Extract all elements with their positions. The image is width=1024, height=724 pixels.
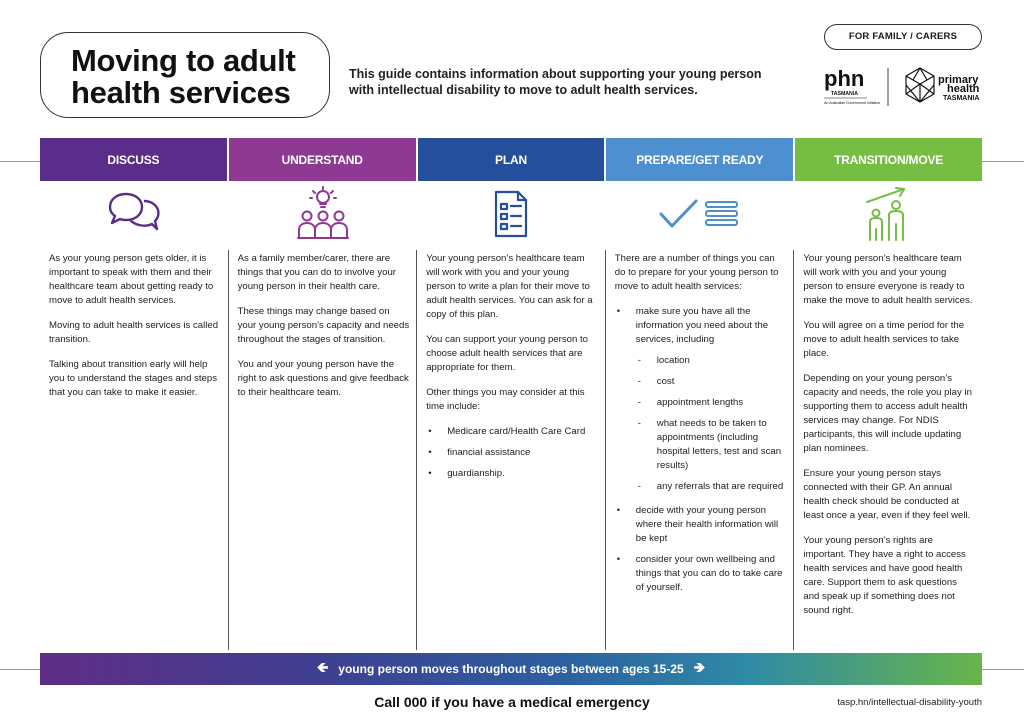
column-understand xyxy=(228,250,417,650)
column-discuss xyxy=(40,250,228,650)
speech-bubbles-icon xyxy=(108,190,160,238)
age-range-text: young person moves throughout stages between ages 15-25 xyxy=(338,662,684,676)
bottom-rule-left xyxy=(0,669,40,670)
prepare-paragraph: There are a number of things you can do to prepare for your young person to move to adult health services: xyxy=(614,253,779,292)
transition-paragraph: Your young person’s healthcare team will work with you and your young person to ensure everyone is ready to make the move to adult health services. xyxy=(803,253,973,306)
list-item: • guardianship. xyxy=(426,467,598,481)
icon-cell-discuss xyxy=(40,183,228,245)
understand-paragraph: These things may change based on your young person’s capacity and needs throughout the stages of transition. xyxy=(237,306,410,345)
arrow-left-icon: 🡸 xyxy=(316,659,329,675)
stage-header-row xyxy=(40,138,982,181)
plan-paragraph: Your young person’s healthcare team will work with you and your young person to write a plan for their move to adult health services. You can ask for a copy of this plan. xyxy=(426,253,593,320)
title-line-2: health services xyxy=(71,75,291,110)
prepare-bullet-list xyxy=(615,305,787,347)
transition-paragraph: Depending on your young person’s capacity and needs, the role you play in supporting them to access adult health services may change. For NDIS participants, this will include updating plan nominees. xyxy=(803,373,972,454)
phn-tasmania-logo xyxy=(820,62,990,112)
stage-discuss: DISCUSS xyxy=(40,138,227,181)
prepare-sub-list xyxy=(615,354,787,494)
transition-paragraph: Ensure your young person stays connected with their GP. An annual health check should be conducted at least once a year, even if they feel well. xyxy=(803,468,971,521)
checkmark-list-icon xyxy=(658,197,740,231)
column-prepare xyxy=(605,250,794,650)
checklist-document-icon xyxy=(491,189,531,239)
list-item: • financial assistance xyxy=(426,446,598,460)
icon-cell-prepare xyxy=(605,183,793,245)
list-item: - what needs to be taken to appointments (including hospital letters, test and scan results) xyxy=(615,417,787,473)
list-item: - cost xyxy=(615,375,787,389)
emergency-notice: Call 000 if you have a medical emergency xyxy=(374,694,650,710)
column-transition xyxy=(793,250,982,650)
icon-cell-understand xyxy=(228,183,416,245)
logo-phn-sub: TASMANIA xyxy=(831,91,858,97)
discuss-paragraph: Moving to adult health services is called transition. xyxy=(49,320,219,345)
stage-prepare: PREPARE/GET READY xyxy=(606,138,793,181)
content-columns xyxy=(40,250,982,650)
stage-understand: UNDERSTAND xyxy=(229,138,416,181)
list-item: - any referrals that are required xyxy=(615,480,787,494)
plan-bullet-list xyxy=(426,425,598,481)
top-rule-left xyxy=(0,161,40,162)
top-rule-right xyxy=(982,161,1024,162)
plan-paragraph: You can support your young person to choose adult health services that are appropriate for them. xyxy=(426,334,588,373)
title-line-1: Moving to adult xyxy=(71,43,296,78)
understand-paragraph: As a family member/carer, there are things that you can do to involve your young person in their health care. xyxy=(237,253,396,292)
intro-text: This guide contains information about supporting your young person with intellectual disability to move to adult health services. xyxy=(349,67,762,97)
people-growth-arrow-icon xyxy=(862,186,914,242)
list-item: • Medicare card/Health Care Card xyxy=(426,425,598,439)
icon-cell-transition xyxy=(794,183,982,245)
logo-pht-line1: primary xyxy=(938,74,979,86)
discuss-paragraph: As your young person gets older, it is important to speak with them and their healthcare team about getting ready to move to adult health services. xyxy=(49,253,214,306)
logo-pht-line3: TASMANIA xyxy=(943,95,980,102)
prepare-bullet-text: make sure you have all the information you need about the services, including xyxy=(635,306,769,345)
discuss-paragraph: Talking about transition early will help you to understand the stages and steps that you can take to make it easier. xyxy=(49,359,218,398)
bottom-rule-right xyxy=(982,669,1024,670)
list-item xyxy=(615,305,787,347)
stage-icon-row xyxy=(40,183,982,245)
audience-badge: FOR FAMILY / CARERS xyxy=(824,24,982,50)
list-item: • consider your own wellbeing and things that you can do to take care of yourself. xyxy=(615,553,787,595)
title-box xyxy=(40,32,330,118)
list-item: • decide with your young person where their health information will be kept xyxy=(615,504,787,546)
understand-paragraph: You and your young person have the right to ask questions and give feedback to their healthcare team. xyxy=(237,359,409,398)
page-title xyxy=(71,45,329,109)
transition-paragraph: Your young person’s rights are important. They have a right to access health services and have good health care. Support them to ask questions and speak up if something does not sound right. xyxy=(803,535,966,616)
column-plan xyxy=(416,250,605,650)
prepare-bullet-list-2 xyxy=(615,504,787,595)
arrow-right-icon: 🡺 xyxy=(693,659,706,675)
logo-phn-text: phn xyxy=(824,66,865,91)
footer-url: tasp.hn/intellectual-disability-youth xyxy=(837,697,982,708)
list-item: - location xyxy=(615,354,787,368)
stage-transition: TRANSITION/MOVE xyxy=(795,138,982,181)
geometric-globe-icon xyxy=(906,68,934,102)
logo-phn-gov: An Australian Government Initiative xyxy=(824,101,881,105)
people-lightbulb-icon xyxy=(296,186,350,242)
logos xyxy=(820,62,990,112)
plan-paragraph: Other things you may consider at this time include: xyxy=(426,387,585,412)
age-range-bar xyxy=(40,653,982,685)
icon-cell-plan xyxy=(417,183,605,245)
transition-paragraph: You will agree on a time period for the move to adult health services to take place. xyxy=(803,320,965,359)
logo-pht-line2: health xyxy=(947,83,980,95)
list-item: - appointment lengths xyxy=(615,396,787,410)
stage-plan: PLAN xyxy=(418,138,605,181)
